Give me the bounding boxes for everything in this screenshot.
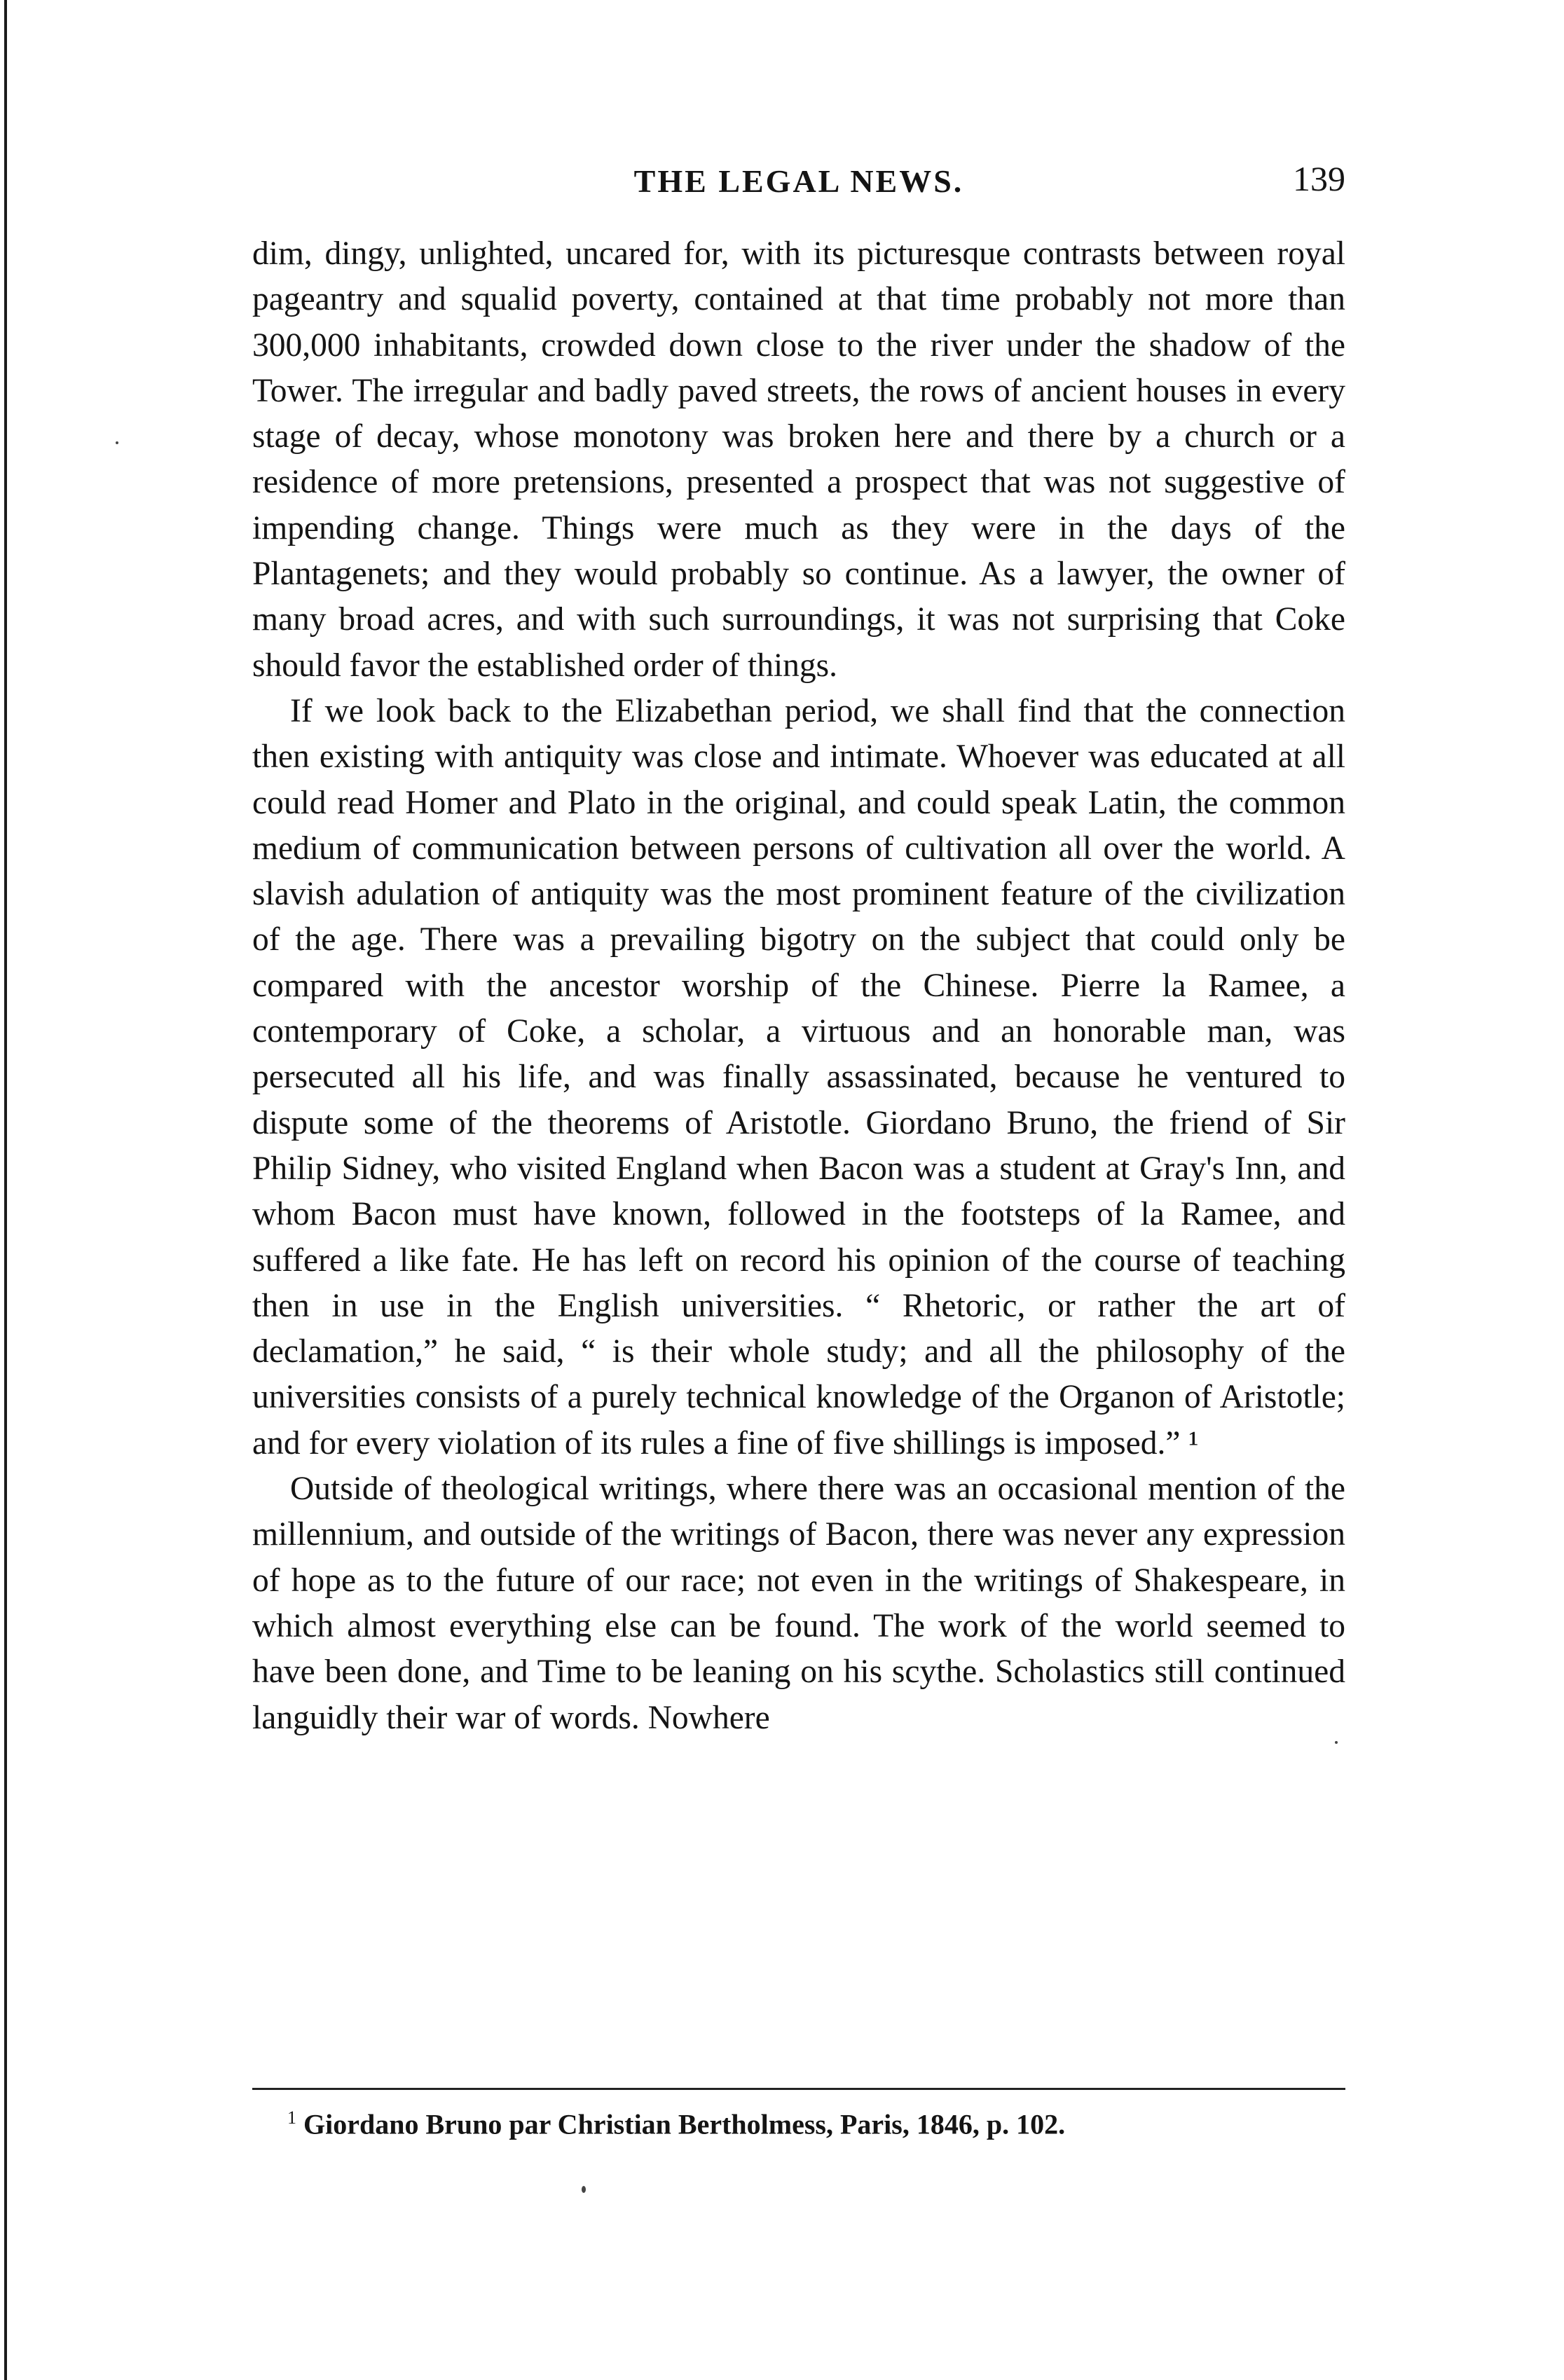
page-number: 139 — [1293, 159, 1345, 198]
body-text — [252, 231, 1345, 1741]
running-title: THE LEGAL NEWS. — [633, 163, 964, 199]
page-edge-line — [4, 0, 7, 2380]
print-speck — [116, 441, 118, 444]
footnote-text: Giordano Bruno par Christian Bertholmess, Paris, 1846, p. 102. — [303, 2108, 1066, 2140]
print-speck — [582, 2186, 586, 2193]
running-head — [252, 159, 1345, 205]
paragraph-continuation: dim, dingy, unlighted, uncared for, with its picturesque contrasts between royal pageantry and squalid poverty, contained at that time probably not more than 300,000 inhabitants, crowded down close to the river under the shadow of the Tower. The irregular and badly paved streets, the rows of ancient houses in every stage of decay, whose monotony was broken here and there by a church or a residence of more pretensions, presented a prospect that was not suggestive of impending change. Things were much as they were in the days of the Plantagenets; and they would probably so continue. As a lawyer, the owner of many broad acres, and with such surroundings, it was not surprising that Coke should favor the established order of things. — [252, 235, 1345, 684]
footnote-marker: 1 — [287, 2107, 296, 2128]
footnote-rule — [252, 2088, 1345, 2090]
paragraph-theological-writings: Outside of theological writings, where there was an occasional mention of the millennium, and outside of the writings of Bacon, there was never any expression of hope as to the future of our race; not even in the writings of Shakespeare, in which almost everything else can be found. The work of the world seemed to have been done, and Time to be leaning on his scythe. Scholastics still continued languidly their war of words. Nowhere — [252, 1471, 1345, 1736]
paragraph-elizabethan-period: If we look back to the Elizabethan period, we shall find that the connection then existing with antiquity was close and intimate. Whoever was educated at all could read Homer and Plato in the original, and could speak Latin, the common medium of communication between persons of cultivation all over the world. A slavish adulation of antiquity was the most prominent feature of the civilization of the age. There was a prevailing bigotry on the subject that could only be compared with the ancestor worship of the Chinese. Pierre la Ramee, a contemporary of Coke, a scholar, a virtuous and an honorable man, was persecuted all his life, and was finally assassinated, because he ventured to dispute some of the theorems of Aristotle. Giordano Bruno, the friend of Sir Philip Sidney, who visited England when Bacon was a student at Gray's Inn, and whom Bacon must have known, followed in the footsteps of la Ramee, and suffered a like fate. He has left on record his opinion of the course of teaching then in use in the English universities. “ Rhetoric, or rather the art of declamation,” he said, “ is their whole study; and all the philosophy of the universities consists of a purely technical knowledge of the Organon of Aristotle; and for every violation of its rules a fine of five shillings is imposed.” ¹ — [252, 692, 1345, 1461]
footnote — [287, 2098, 1338, 2144]
print-speck — [1335, 1741, 1338, 1744]
